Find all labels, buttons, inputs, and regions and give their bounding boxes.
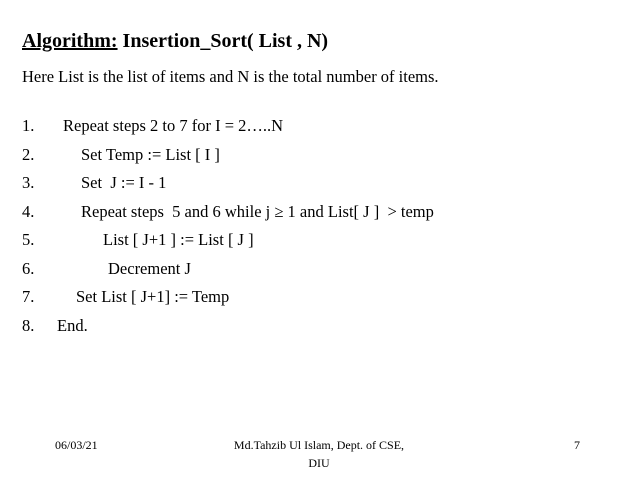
step-item — [22, 112, 284, 141]
step-item — [22, 226, 254, 255]
step-text: Set List [ J+1] := Temp — [76, 287, 230, 306]
step-number: 1. — [22, 116, 35, 135]
title-label: Algorithm: — [22, 30, 118, 52]
step-number: 8. — [22, 315, 35, 335]
step-item — [22, 312, 88, 341]
step-item — [22, 198, 434, 227]
step-number: 7. — [22, 287, 35, 306]
step-text: Repeat steps 2 to 7 for I = 2…..N — [63, 116, 284, 135]
step-text: End. — [57, 315, 88, 335]
step-number: 2. — [22, 144, 35, 164]
step-text: Repeat steps 5 and 6 while j ≥ 1 and List[ J ] > temp — [81, 201, 434, 221]
step-text: Set J := I - 1 — [81, 173, 167, 192]
step-number: 6. — [22, 258, 35, 278]
title-name: Insertion_Sort( List , N) — [122, 30, 329, 52]
step-text: Set Temp := List [ I ] — [81, 144, 220, 164]
step-item — [22, 141, 220, 170]
intro-text: Here List is the list of items and N is the total number of items. — [22, 67, 439, 86]
step-text: Decrement J — [108, 258, 191, 278]
step-number: 4. — [22, 201, 35, 221]
step-item — [22, 169, 167, 198]
step-item — [22, 283, 230, 312]
footer-author: Md.Tahzib Ul Islam, Dept. of CSE, DIU — [233, 438, 405, 470]
page-number: 7 — [574, 438, 580, 452]
step-number: 5. — [22, 230, 35, 249]
step-item — [22, 255, 191, 284]
step-number: 3. — [22, 173, 35, 192]
footer-date: 06/03/21 — [55, 438, 98, 452]
algorithm-steps — [22, 112, 434, 340]
step-text: List [ J+1 ] := List [ J ] — [103, 230, 254, 249]
slide-title — [22, 30, 328, 53]
